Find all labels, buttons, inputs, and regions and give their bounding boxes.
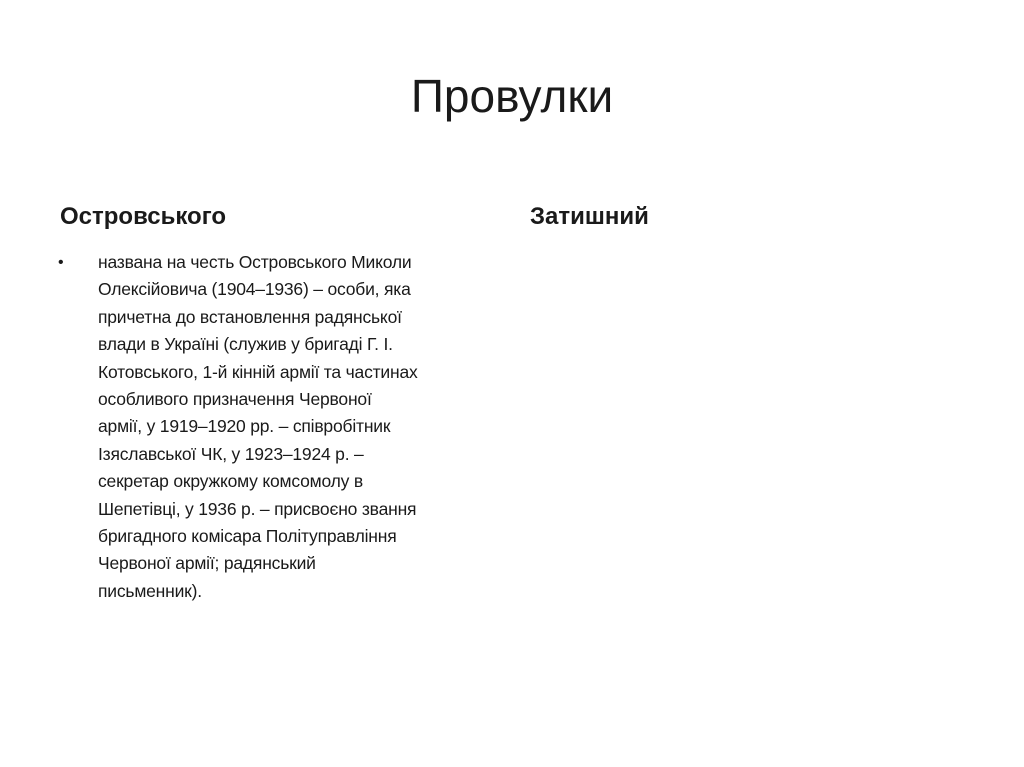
text-line: особливого призначення Червоної [98,389,372,410]
text-line: Червоної армії; радянський [98,553,316,574]
right-heading: Затишний [530,203,649,230]
left-heading: Островського [60,203,227,230]
text-line: влади в Україні (служив у бригаді Г. І. [98,334,393,355]
text-line: армії, у 1919–1920 рр. – співробітник [98,416,391,437]
text-line: секретар окружкому комсомолу в [98,471,363,492]
text-line: бригадного комісара Політуправління [98,526,397,547]
slide-title: Провулки [410,70,614,122]
text-line: Ізяславської ЧК, у 1923–1924 р. – [98,443,364,464]
text-line: названа на честь Островського Миколи [98,252,412,272]
text-line: письменник). [98,580,202,601]
text-line: Олексійовича (1904–1936) – особи, яка [98,279,411,300]
text-line: Котовського, 1-й кінній армії та частинах [98,361,418,382]
bullet-marker: • [58,254,64,271]
bullet-text [98,249,418,605]
text-line: Шепетівці, у 1936 р. – присвоєно звання [98,498,417,519]
text-line: причетна до встановлення радянської [98,306,402,327]
